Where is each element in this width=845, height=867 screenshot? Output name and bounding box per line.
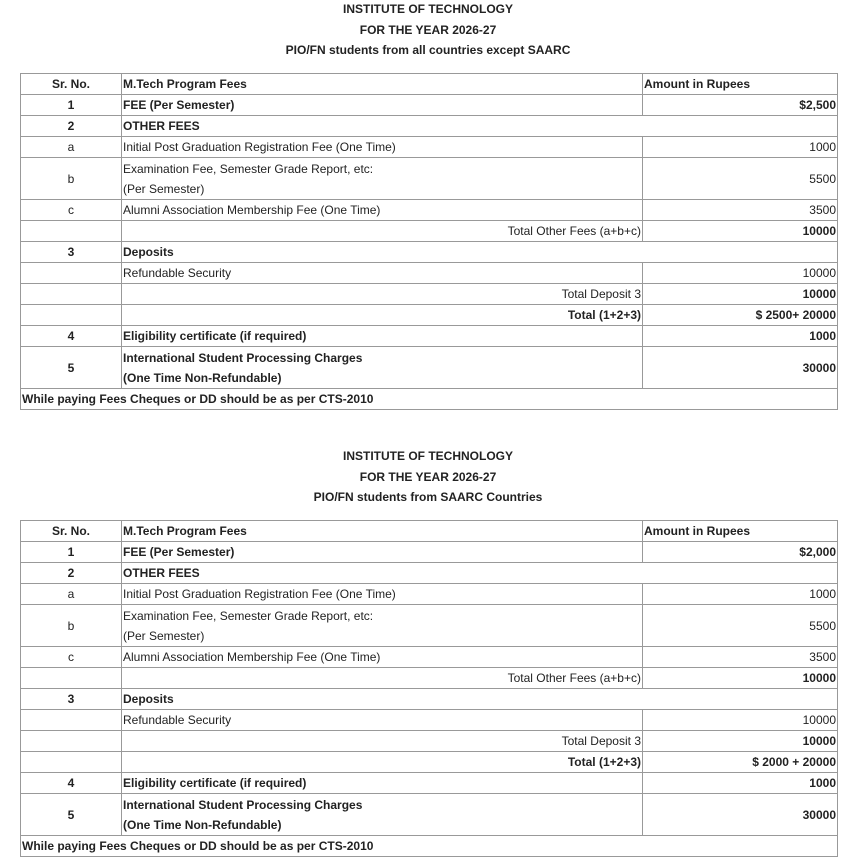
table-row — [21, 794, 838, 836]
header-amount: Amount in Rupees — [643, 521, 838, 542]
row-amount: 10000 — [643, 731, 838, 752]
row-description — [122, 158, 643, 200]
section-title-line: INSTITUTE OF TECHNOLOGY — [343, 2, 513, 16]
description-line: Eligibility certificate (if required) — [123, 776, 307, 790]
row-sr-no — [21, 668, 122, 689]
section-title-line: INSTITUTE OF TECHNOLOGY — [343, 449, 513, 463]
row-sr-no: 5 — [21, 347, 122, 389]
table-header — [21, 521, 838, 542]
row-amount: 10000 — [643, 263, 838, 284]
row-sr-no: 5 — [21, 794, 122, 836]
row-description — [122, 668, 643, 689]
row-sr-no: 2 — [21, 116, 122, 137]
row-amount: 3500 — [643, 647, 838, 668]
row-description — [122, 263, 643, 284]
table-row — [21, 221, 838, 242]
table-row — [21, 242, 838, 263]
payment-note: While paying Fees Cheques or DD should be as per CTS-2010 — [21, 836, 838, 857]
row-sr-no — [21, 731, 122, 752]
description-line: Total (1+2+3) — [567, 308, 641, 322]
section-title-line: FOR THE YEAR 2026-27 — [359, 469, 497, 484]
row-description — [122, 95, 643, 116]
table-row — [21, 263, 838, 284]
row-amount: 1000 — [643, 773, 838, 794]
row-sr-no: 1 — [21, 95, 122, 116]
header-sr-no: Sr. No. — [21, 74, 122, 95]
description-line: International Student Processing Charges — [123, 350, 363, 365]
row-sr-no — [21, 710, 122, 731]
header-program-fees: M.Tech Program Fees — [122, 521, 643, 542]
description-line: OTHER FEES — [123, 119, 200, 133]
header-program-fees: M.Tech Program Fees — [122, 74, 643, 95]
row-description — [122, 563, 838, 584]
row-amount: 10000 — [643, 284, 838, 305]
section-title-line: PIO/FN students from SAARC Countries — [313, 490, 543, 504]
row-amount: $ 2000 + 20000 — [643, 752, 838, 773]
table-row — [21, 137, 838, 158]
row-sr-no: 1 — [21, 542, 122, 563]
row-sr-no: b — [21, 605, 122, 647]
row-amount: 5500 — [643, 158, 838, 200]
description-line: Refundable Security — [123, 266, 232, 280]
row-amount: $2,000 — [643, 542, 838, 563]
row-description — [122, 773, 643, 794]
row-amount: 3500 — [643, 200, 838, 221]
row-sr-no: c — [21, 200, 122, 221]
table-row — [21, 284, 838, 305]
table-row — [21, 158, 838, 200]
description-line: Alumni Association Membership Fee (One Time) — [123, 203, 381, 217]
row-amount: 1000 — [643, 584, 838, 605]
description-line: Deposits — [123, 692, 174, 706]
row-sr-no — [21, 263, 122, 284]
row-sr-no: 3 — [21, 242, 122, 263]
row-amount: 1000 — [643, 326, 838, 347]
table-row — [21, 668, 838, 689]
table-row — [21, 563, 838, 584]
table-row — [21, 305, 838, 326]
row-amount: 30000 — [643, 794, 838, 836]
row-sr-no — [21, 752, 122, 773]
row-sr-no: 4 — [21, 773, 122, 794]
row-description — [122, 689, 838, 710]
description-line: FEE (Per Semester) — [123, 545, 235, 559]
description-line: Initial Post Graduation Registration Fee (One Time) — [123, 140, 396, 154]
description-line: Total (1+2+3) — [567, 755, 641, 769]
row-sr-no: b — [21, 158, 122, 200]
description-line: Refundable Security — [123, 713, 232, 727]
description-line: International Student Processing Charges — [123, 797, 363, 812]
table-row — [21, 710, 838, 731]
row-description — [122, 605, 643, 647]
row-description — [122, 305, 643, 326]
description-line: Deposits — [123, 245, 174, 259]
table-row — [21, 773, 838, 794]
row-amount: 1000 — [643, 137, 838, 158]
row-amount: 30000 — [643, 347, 838, 389]
row-sr-no — [21, 284, 122, 305]
header-sr-no: Sr. No. — [21, 521, 122, 542]
description-line: Total Other Fees (a+b+c) — [507, 671, 641, 685]
row-amount: 10000 — [643, 221, 838, 242]
description-line: Examination Fee, Semester Grade Report, etc: — [123, 161, 374, 176]
table-row — [21, 731, 838, 752]
table-row — [21, 95, 838, 116]
row-description — [122, 731, 643, 752]
table-row — [21, 200, 838, 221]
row-description — [122, 116, 838, 137]
description-line: Total Deposit 3 — [561, 734, 641, 748]
description-line: Total Other Fees (a+b+c) — [507, 224, 641, 238]
description-line-2: (Per Semester) — [123, 628, 205, 643]
payment-note: While paying Fees Cheques or DD should be as per CTS-2010 — [21, 389, 838, 410]
description-line-2: (One Time Non-Refundable) — [123, 370, 282, 385]
description-line: OTHER FEES — [123, 566, 200, 580]
table-row — [21, 116, 838, 137]
description-line-2: (One Time Non-Refundable) — [123, 817, 282, 832]
row-description — [122, 347, 643, 389]
row-amount: $2,500 — [643, 95, 838, 116]
row-sr-no: a — [21, 137, 122, 158]
row-description — [122, 752, 643, 773]
row-amount: $ 2500+ 20000 — [643, 305, 838, 326]
fee-table — [20, 73, 838, 410]
description-line-2: (Per Semester) — [123, 181, 205, 196]
row-description — [122, 542, 643, 563]
row-description — [122, 794, 643, 836]
row-description — [122, 326, 643, 347]
description-line: FEE (Per Semester) — [123, 98, 235, 112]
table-row — [21, 752, 838, 773]
table-row — [21, 326, 838, 347]
row-sr-no: 3 — [21, 689, 122, 710]
row-description — [122, 647, 643, 668]
row-description — [122, 221, 643, 242]
table-footer — [21, 836, 838, 857]
section-title-line: PIO/FN students from all countries except SAARC — [285, 43, 571, 57]
row-description — [122, 584, 643, 605]
row-sr-no — [21, 221, 122, 242]
fee-table — [20, 520, 838, 857]
table-row — [21, 689, 838, 710]
row-description — [122, 137, 643, 158]
description-line: Initial Post Graduation Registration Fee (One Time) — [123, 587, 396, 601]
table-row — [21, 542, 838, 563]
table-row — [21, 347, 838, 389]
row-description — [122, 200, 643, 221]
description-line: Total Deposit 3 — [561, 287, 641, 301]
description-line: Examination Fee, Semester Grade Report, etc: — [123, 608, 374, 623]
row-sr-no: 4 — [21, 326, 122, 347]
table-row — [21, 647, 838, 668]
table-footer — [21, 389, 838, 410]
table-header — [21, 74, 838, 95]
row-sr-no — [21, 305, 122, 326]
row-amount: 10000 — [643, 668, 838, 689]
row-sr-no: c — [21, 647, 122, 668]
row-sr-no: 2 — [21, 563, 122, 584]
row-amount: 10000 — [643, 710, 838, 731]
row-amount: 5500 — [643, 605, 838, 647]
row-description — [122, 710, 643, 731]
row-description — [122, 242, 838, 263]
row-sr-no: a — [21, 584, 122, 605]
header-amount: Amount in Rupees — [643, 74, 838, 95]
description-line: Eligibility certificate (if required) — [123, 329, 307, 343]
row-description — [122, 284, 643, 305]
section-title-line: FOR THE YEAR 2026-27 — [359, 22, 497, 37]
table-row — [21, 605, 838, 647]
table-row — [21, 584, 838, 605]
description-line: Alumni Association Membership Fee (One Time) — [123, 650, 381, 664]
